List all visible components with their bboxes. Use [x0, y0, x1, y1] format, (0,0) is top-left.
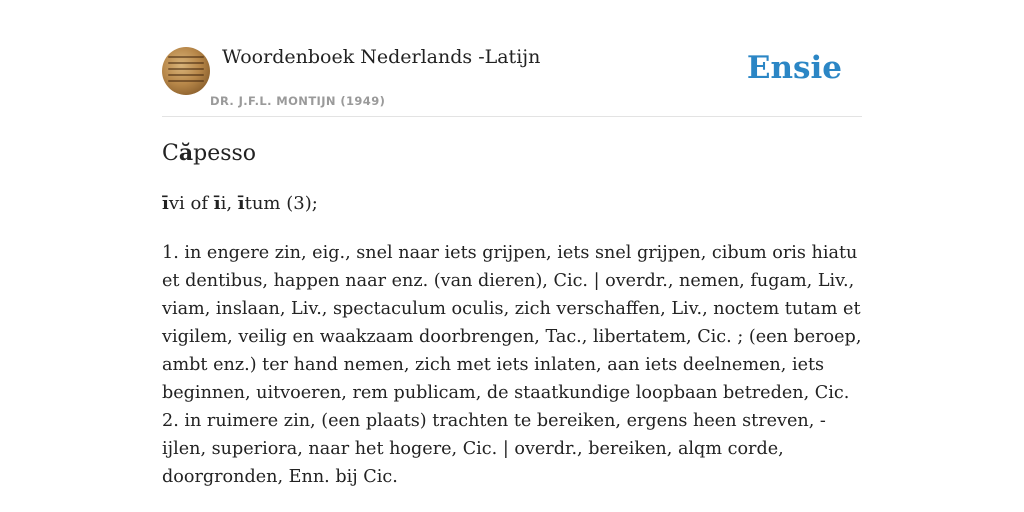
- long-vowel: ī: [162, 193, 169, 214]
- form-text: i,: [220, 193, 238, 214]
- dictionary-author: DR. J.F.L. MONTIJN (1949): [210, 94, 386, 108]
- form-text: vi of: [168, 193, 214, 214]
- headword-part: pesso: [193, 141, 257, 166]
- sense-2: 2. in ruimere zin, (een plaats) trachten te bereiken, ergens heen streven, - ijlen, superiora, naar het hogere, Cic. | overdr., bereiken, alqm corde, doorgronden, Enn. bij Cic.: [162, 411, 826, 487]
- headword-accent-letter: ă: [178, 140, 194, 166]
- headword: [162, 140, 256, 166]
- dictionary-title[interactable]: Woordenboek Nederlands -Latijn: [222, 46, 541, 68]
- sense-1: 1. in engere zin, eig., snel naar iets grijpen, iets snel grijpen, cibum oris hiatu et dentibus, happen naar enz. (van dieren), Cic. | overdr., nemen, fugam, Liv., viam, inslaan, Liv., spectaculum oculis, zich verschaffen, Liv., noctem tutam et vigilem, veilig en waakzaam doorbrengen, Tac., libertatem, Cic. ; (een beroep, ambt enz.) ter hand nemen, zich met iets inlaten, aan iets deelnemen, iets beginnen, uitvoeren, rem publicam, de staatkundige loopbaan betreden, Cic.: [162, 243, 862, 403]
- dictionary-header: [162, 0, 862, 117]
- definition-body: [162, 239, 862, 491]
- long-vowel: ī: [213, 193, 221, 214]
- grammatical-forms: [162, 193, 318, 214]
- headword-part: C: [162, 141, 179, 166]
- ensie-logo-link[interactable]: Ensie: [746, 50, 842, 86]
- form-text: tum (3);: [244, 193, 318, 214]
- latin-inscription-coin-icon[interactable]: [162, 47, 210, 95]
- entry-card: [162, 0, 862, 487]
- logo-inscription: [168, 56, 204, 86]
- long-vowel: ī: [237, 193, 245, 214]
